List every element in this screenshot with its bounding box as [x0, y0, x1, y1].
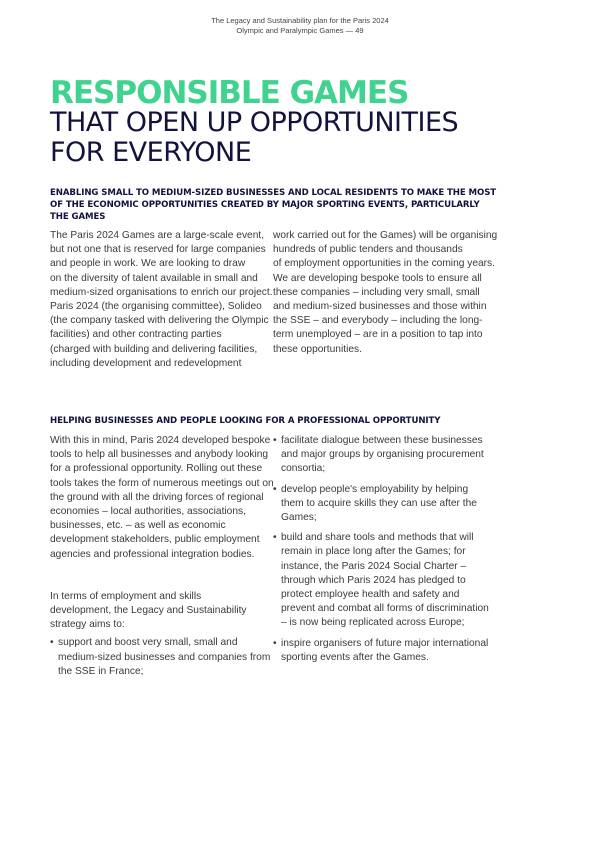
bullet-item — [273, 531, 489, 630]
text-line: medium-sized businesses and companies from — [58, 651, 271, 663]
text-line: development stakeholders, public employment — [50, 534, 260, 546]
text-line: (the company tasked with delivering the Olympic — [50, 315, 269, 327]
text-line: agencies and professional integration bodies. — [50, 548, 255, 560]
header-line: Olympic and Paralympic Games — 49 — [236, 26, 364, 35]
text-line: these opportunities. — [273, 343, 362, 355]
text-line: With this in mind, Paris 2024 developed bespoke — [50, 435, 271, 446]
text-line: hundreds of public tenders and thousands — [273, 244, 463, 256]
text-line: through which Paris 2024 has pledged to — [281, 574, 466, 586]
title-line: THAT OPEN UP OPPORTUNITIES — [50, 107, 459, 138]
bullet-icon: • — [273, 637, 277, 649]
text-line: including development and redevelopment — [50, 357, 242, 369]
text-line: the ground with all the driving forces of regional — [50, 491, 264, 503]
text-line: tools to help all businesses and anybody looking — [50, 449, 269, 461]
bullet-item — [273, 637, 489, 665]
section2-left-column — [50, 434, 274, 679]
text-line: – is now being replicated across Europe; — [281, 617, 465, 629]
title-line: FOR EVERYONE — [50, 137, 252, 168]
page-title — [50, 108, 458, 168]
bullet-item — [273, 434, 489, 477]
text-line: tools takes the form of numerous meetings out on — [50, 477, 274, 489]
section2-heading: HELPING BUSINESSES AND PEOPLE LOOKING FOR A PROFESSIONAL OPPORTUNITY — [50, 416, 441, 426]
header-line: The Legacy and Sustainability plan for the Paris 2024 — [211, 16, 389, 25]
text-line: In terms of employment and skills — [50, 590, 202, 602]
text-line: prevent and combat all forms of discrimination — [281, 603, 489, 615]
bullet-item — [273, 483, 489, 526]
text-line: strategy aims to: — [50, 619, 125, 631]
section1-right-column — [273, 229, 497, 357]
text-line: work carried out for the Games) will be organising — [273, 230, 498, 241]
heading-line: THE GAMES — [50, 212, 106, 222]
text-line: protect employee health and safety and — [281, 589, 460, 601]
bullet-icon: • — [50, 637, 54, 649]
text-line: businesses, etc. – as well as economic — [50, 520, 226, 532]
text-line: of employment opportunities in the coming years. — [273, 258, 495, 270]
text-line: economies – local authorities, associations, — [50, 506, 246, 518]
section1-heading — [50, 187, 496, 223]
bullet-icon: • — [273, 435, 277, 446]
text-line: the SSE in France; — [58, 665, 144, 677]
text-line: medium-sized organisations to enrich our project. — [50, 286, 273, 298]
text-line: consortia; — [281, 463, 326, 475]
text-line: facilities) and other contracting parties — [50, 329, 222, 341]
text-line: these companies – including very small, small — [273, 286, 480, 298]
text-line: We are developing bespoke tools to ensure all — [273, 272, 482, 284]
text-line: Paris 2024 (the organising committee), Solideo — [50, 301, 262, 313]
bullet-icon: • — [273, 483, 277, 495]
text-line: sporting events after the Games. — [281, 651, 429, 663]
text-line: and medium-sized businesses and those within — [273, 301, 487, 313]
text-line: but not one that is reserved for large companies — [50, 244, 266, 256]
bullet-list — [50, 636, 274, 679]
text-line: Games; — [281, 512, 317, 524]
paragraph — [50, 590, 274, 633]
text-line: facilitate dialogue between these businesses — [281, 435, 483, 446]
text-line: build and share tools and methods that will — [281, 532, 474, 544]
page-title-highlight: RESPONSIBLE GAMES — [50, 75, 409, 111]
text-line: (charged with building and delivering facilities, — [50, 343, 258, 355]
running-header — [0, 16, 600, 36]
bullet-icon: • — [273, 532, 277, 544]
text-line: the SSE – and everybody – including the long- — [273, 315, 483, 327]
text-line: term unemployed – are in a position to tap into — [273, 329, 483, 341]
text-line: support and boost very small, small and — [58, 637, 238, 649]
text-line: remain in place long after the Games; for — [281, 546, 466, 558]
text-line: for a professional opportunity. Rolling out these — [50, 463, 263, 475]
text-line: them to acquire skills they can use after the — [281, 497, 477, 509]
text-line: development, the Legacy and Sustainability — [50, 605, 247, 617]
heading-line: OF THE ECONOMIC OPPORTUNITIES CREATED BY MAJOR SPORTING EVENTS, PARTICULARLY — [50, 200, 480, 210]
heading-line: ENABLING SMALL TO MEDIUM-SIZED BUSINESSES AND LOCAL RESIDENTS TO MAKE THE MOST — [50, 188, 497, 198]
text-line: on the diversity of talent available in small and — [50, 272, 258, 284]
text-line: develop people's employability by helping — [281, 483, 469, 495]
bullet-item — [50, 636, 274, 679]
text-line: and people in work. We are looking to draw — [50, 258, 246, 270]
text-line: inspire organisers of future major international — [281, 637, 489, 649]
section2-right-column — [273, 434, 489, 665]
text-line: and major groups by organising procurement — [281, 449, 484, 461]
paragraph — [50, 434, 274, 562]
text-line: The Paris 2024 Games are a large-scale event, — [50, 230, 265, 241]
text-line: instance, the Paris 2024 Social Charter – — [281, 560, 467, 572]
section1-left-column — [50, 229, 273, 371]
